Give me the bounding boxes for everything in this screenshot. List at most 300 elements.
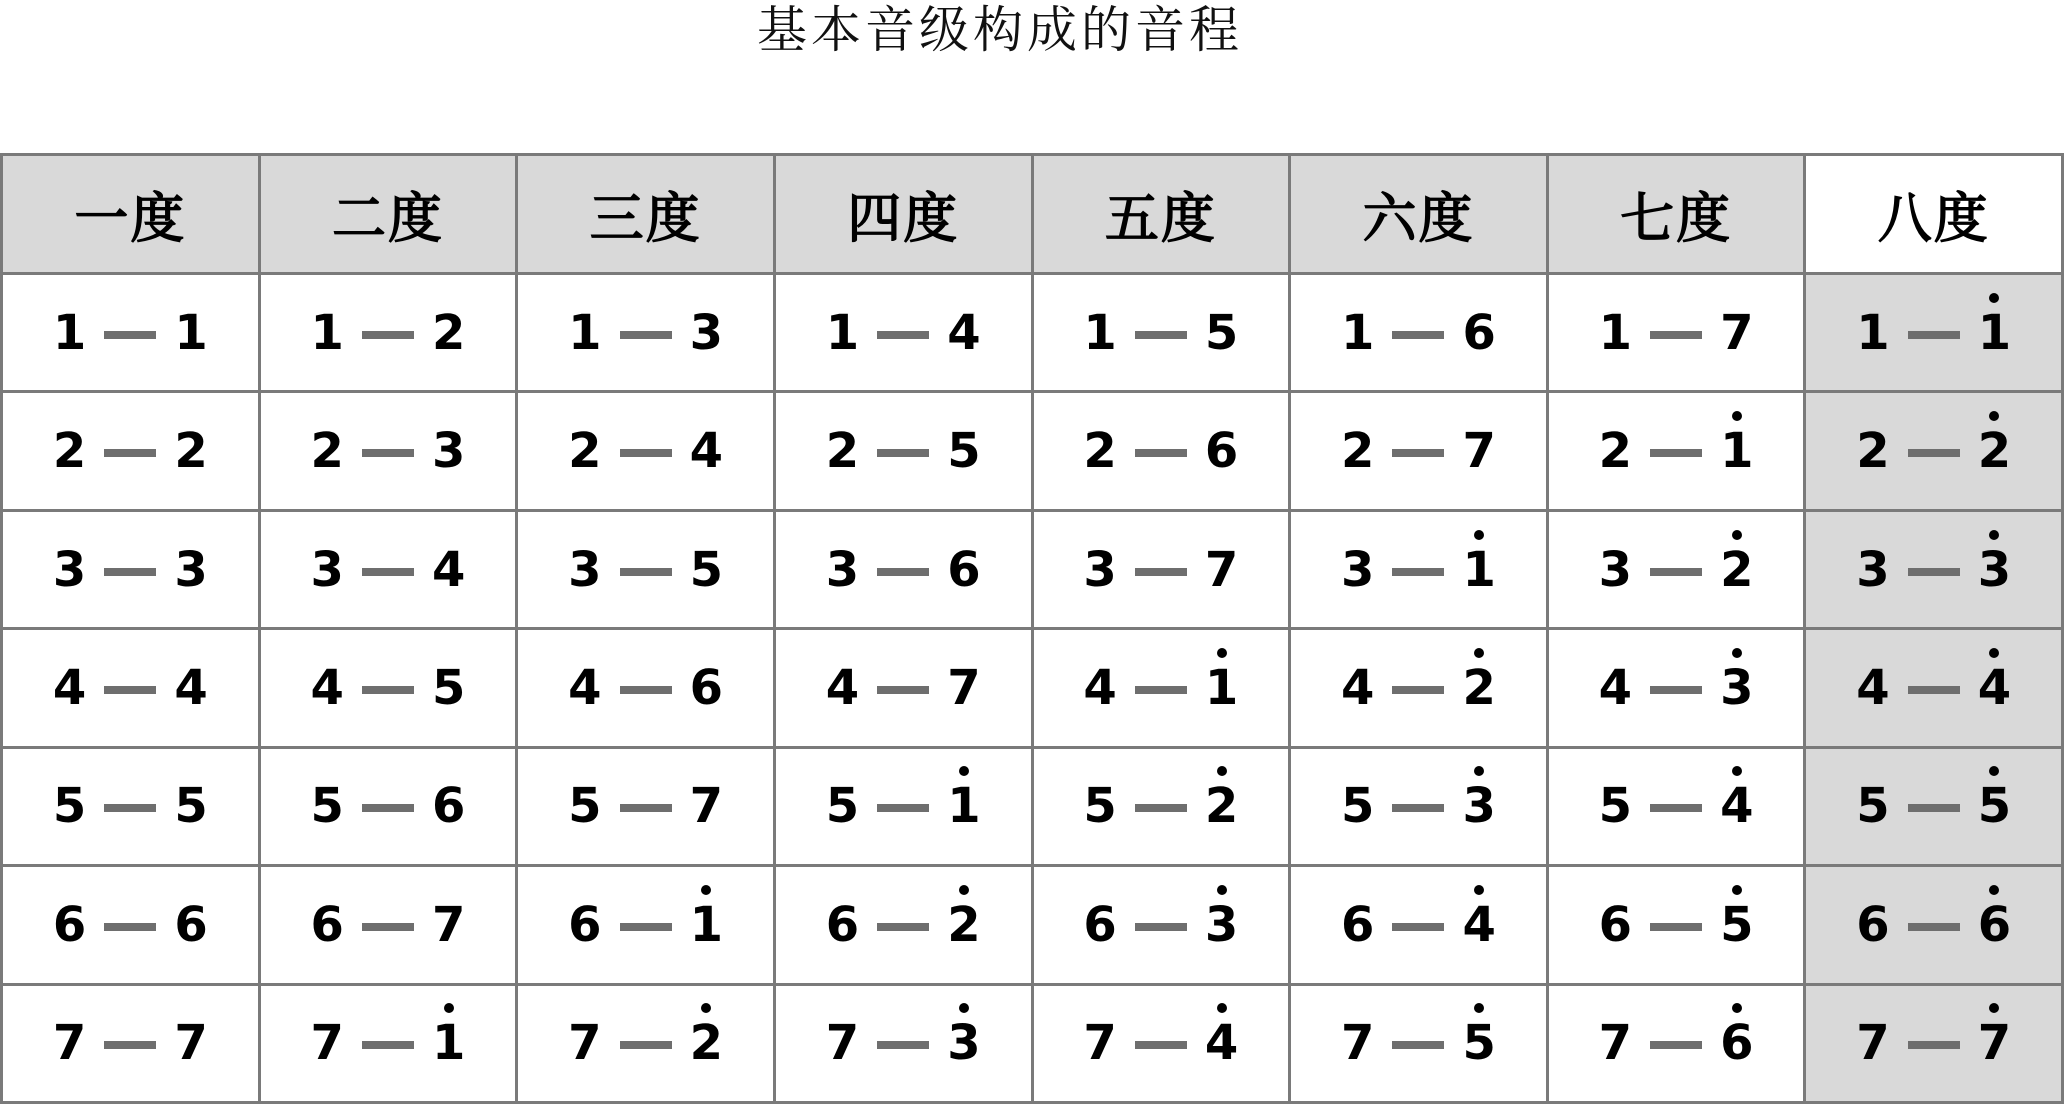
octave-dot-icon xyxy=(1732,885,1742,895)
interval-dash xyxy=(877,923,929,931)
interval-cell xyxy=(518,986,776,1104)
octave-dot-icon xyxy=(1217,1003,1227,1013)
upper-note: 5 xyxy=(431,659,466,716)
interval-cell xyxy=(776,393,1034,511)
upper-note: 3 xyxy=(431,423,466,480)
lower-note: 7 xyxy=(825,1015,860,1072)
interval-pair xyxy=(1083,896,1239,953)
interval-pair xyxy=(1341,659,1496,716)
interval-cell xyxy=(518,630,776,748)
lower-note: 2 xyxy=(825,423,860,480)
octave-dot-icon xyxy=(959,885,969,895)
lower-note: 3 xyxy=(825,541,860,598)
interval-pair xyxy=(52,659,208,716)
octave-dot-icon xyxy=(1217,766,1227,776)
interval-dash xyxy=(1392,331,1444,339)
upper-note: 3 xyxy=(1462,782,1495,830)
interval-pair xyxy=(1083,778,1239,835)
interval-cell xyxy=(776,275,1034,393)
lower-note: 5 xyxy=(310,778,344,835)
column-header: 六度 xyxy=(1291,156,1549,275)
lower-note: 6 xyxy=(825,896,860,953)
interval-pair xyxy=(568,659,723,716)
interval-cell xyxy=(1549,867,1807,985)
interval-pair xyxy=(1083,1015,1239,1072)
interval-pair xyxy=(1083,304,1239,361)
interval-cell xyxy=(518,867,776,985)
interval-pair xyxy=(1856,541,2012,598)
upper-note: 2 xyxy=(1978,427,2011,475)
interval-dash xyxy=(362,449,414,457)
upper-note: 7 xyxy=(1462,423,1496,480)
interval-pair xyxy=(1598,659,1754,716)
interval-pair xyxy=(825,659,981,716)
interval-cell xyxy=(3,630,261,748)
upper-note: 2 xyxy=(1205,782,1238,830)
interval-cell xyxy=(261,630,519,748)
lower-note: 2 xyxy=(1856,423,1890,480)
interval-dash xyxy=(104,686,156,694)
upper-note: 7 xyxy=(947,659,981,716)
upper-note: 2 xyxy=(431,304,466,361)
lower-note: 3 xyxy=(1856,541,1890,598)
interval-pair xyxy=(1856,778,2012,835)
upper-note: 2 xyxy=(1720,546,1753,594)
interval-pair xyxy=(1341,423,1496,480)
interval-pair xyxy=(1856,1015,2012,1072)
interval-dash xyxy=(104,804,156,812)
interval-dash xyxy=(1392,686,1444,694)
upper-note: 1 xyxy=(174,304,208,361)
upper-note: 2 xyxy=(947,901,980,949)
lower-note: 7 xyxy=(1856,1015,1890,1072)
interval-dash xyxy=(877,331,929,339)
interval-cell xyxy=(1549,986,1807,1104)
interval-dash xyxy=(1392,449,1444,457)
interval-pair xyxy=(310,423,466,480)
interval-pair xyxy=(825,304,981,361)
interval-pair xyxy=(310,896,466,953)
upper-note: 2 xyxy=(1462,664,1495,712)
lower-note: 3 xyxy=(1341,541,1375,598)
interval-cell xyxy=(518,275,776,393)
upper-note: 1 xyxy=(690,901,723,949)
upper-note: 1 xyxy=(1978,309,2011,357)
interval-dash xyxy=(1650,804,1702,812)
upper-note: 2 xyxy=(174,423,208,480)
octave-dot-icon xyxy=(1217,885,1227,895)
interval-cell xyxy=(261,393,519,511)
interval-dash xyxy=(620,568,672,576)
upper-note: 2 xyxy=(690,1019,723,1067)
interval-cell xyxy=(1291,986,1549,1104)
interval-cell xyxy=(1291,512,1549,630)
upper-note: 7 xyxy=(1720,304,1754,361)
interval-dash xyxy=(1908,923,1960,931)
interval-dash xyxy=(1392,568,1444,576)
interval-pair xyxy=(568,896,723,953)
interval-cell xyxy=(776,512,1034,630)
lower-note: 1 xyxy=(825,304,860,361)
octave-dot-icon xyxy=(959,1003,969,1013)
interval-pair xyxy=(568,778,723,835)
interval-cell xyxy=(1034,630,1292,748)
octave-dot-icon xyxy=(1474,766,1484,776)
lower-note: 6 xyxy=(568,896,602,953)
interval-dash xyxy=(1650,568,1702,576)
octave-dot-icon xyxy=(701,885,711,895)
upper-note: 5 xyxy=(947,423,981,480)
interval-cell xyxy=(1291,630,1549,748)
interval-cell xyxy=(3,749,261,867)
interval-pair xyxy=(825,778,981,835)
interval-cell xyxy=(1806,986,2064,1104)
page-title: 基本音级构成的音程 xyxy=(757,1,1243,59)
interval-dash xyxy=(620,923,672,931)
interval-dash xyxy=(1908,331,1960,339)
upper-note: 6 xyxy=(947,541,981,598)
upper-note: 3 xyxy=(1205,901,1238,949)
interval-dash xyxy=(1135,449,1187,457)
octave-dot-icon xyxy=(1217,648,1227,658)
upper-note: 4 xyxy=(689,423,723,480)
lower-note: 5 xyxy=(568,778,602,835)
lower-note: 4 xyxy=(1598,659,1633,716)
octave-dot-icon xyxy=(959,766,969,776)
interval-cell xyxy=(1034,393,1292,511)
interval-cell xyxy=(261,986,519,1104)
interval-dash xyxy=(1135,1041,1187,1049)
interval-pair xyxy=(1598,423,1754,480)
interval-dash xyxy=(362,923,414,931)
interval-dash xyxy=(877,1041,929,1049)
interval-cell xyxy=(776,630,1034,748)
interval-cell xyxy=(261,867,519,985)
lower-note: 1 xyxy=(310,304,344,361)
interval-pair xyxy=(1341,304,1496,361)
interval-cell xyxy=(1291,749,1549,867)
octave-dot-icon xyxy=(1732,1003,1742,1013)
upper-note: 6 xyxy=(431,778,466,835)
interval-pair xyxy=(1856,659,2012,716)
column-header: 二度 xyxy=(261,156,519,275)
lower-note: 2 xyxy=(52,423,87,480)
octave-dot-icon xyxy=(1474,648,1484,658)
upper-note: 1 xyxy=(432,1019,465,1067)
column-header: 四度 xyxy=(776,156,1034,275)
interval-cell xyxy=(518,749,776,867)
interval-cell xyxy=(1806,630,2064,748)
lower-note: 5 xyxy=(825,778,860,835)
interval-dash xyxy=(620,804,672,812)
interval-pair xyxy=(310,778,466,835)
interval-dash xyxy=(620,331,672,339)
interval-dash xyxy=(1135,331,1187,339)
interval-pair xyxy=(1598,1015,1754,1072)
lower-note: 5 xyxy=(1083,778,1117,835)
interval-dash xyxy=(1650,331,1702,339)
upper-note: 4 xyxy=(1205,1019,1238,1067)
lower-note: 1 xyxy=(1598,304,1633,361)
interval-pair xyxy=(310,304,466,361)
interval-dash xyxy=(877,686,929,694)
interval-pair xyxy=(1856,304,2012,361)
interval-cell xyxy=(1034,512,1292,630)
lower-note: 2 xyxy=(310,423,344,480)
octave-dot-icon xyxy=(1474,1003,1484,1013)
column-header: 七度 xyxy=(1549,156,1807,275)
interval-dash xyxy=(362,1041,414,1049)
lower-note: 4 xyxy=(825,659,860,716)
octave-dot-icon xyxy=(1732,766,1742,776)
interval-cell xyxy=(1806,393,2064,511)
upper-note: 5 xyxy=(174,778,208,835)
upper-note: 4 xyxy=(1978,664,2011,712)
column-header: 五度 xyxy=(1034,156,1292,275)
octave-dot-icon xyxy=(444,1003,454,1013)
interval-cell xyxy=(518,393,776,511)
lower-note: 6 xyxy=(1341,896,1375,953)
octave-dot-icon xyxy=(1989,648,1999,658)
interval-cell xyxy=(1291,393,1549,511)
lower-note: 6 xyxy=(310,896,344,953)
interval-pair xyxy=(568,1015,723,1072)
lower-note: 7 xyxy=(310,1015,344,1072)
interval-dash xyxy=(104,568,156,576)
upper-note: 4 xyxy=(947,304,981,361)
interval-pair xyxy=(310,659,466,716)
interval-dash xyxy=(1135,923,1187,931)
interval-pair xyxy=(1856,423,2012,480)
interval-dash xyxy=(877,804,929,812)
interval-pair xyxy=(825,896,981,953)
lower-note: 1 xyxy=(1856,304,1890,361)
lower-note: 6 xyxy=(52,896,87,953)
lower-note: 2 xyxy=(568,423,602,480)
lower-note: 3 xyxy=(1083,541,1117,598)
interval-dash xyxy=(1392,804,1444,812)
lower-note: 4 xyxy=(1083,659,1117,716)
interval-cell xyxy=(3,512,261,630)
upper-note: 5 xyxy=(689,541,723,598)
upper-note: 4 xyxy=(431,541,466,598)
interval-cell xyxy=(3,275,261,393)
interval-pair xyxy=(568,304,723,361)
interval-cell xyxy=(1034,275,1292,393)
interval-cell xyxy=(1806,867,2064,985)
interval-cell xyxy=(776,867,1034,985)
interval-cell xyxy=(1549,749,1807,867)
interval-dash xyxy=(1650,1041,1702,1049)
lower-note: 3 xyxy=(1598,541,1633,598)
upper-note: 7 xyxy=(1978,1019,2011,1067)
interval-cell xyxy=(1034,986,1292,1104)
interval-pair xyxy=(1341,778,1496,835)
interval-cell xyxy=(1291,867,1549,985)
lower-note: 1 xyxy=(568,304,602,361)
interval-pair xyxy=(568,541,723,598)
interval-cell xyxy=(261,512,519,630)
upper-note: 1 xyxy=(1205,664,1238,712)
lower-note: 4 xyxy=(310,659,344,716)
interval-pair xyxy=(1341,896,1496,953)
interval-dash xyxy=(362,568,414,576)
lower-note: 5 xyxy=(52,778,87,835)
interval-dash xyxy=(104,449,156,457)
interval-pair xyxy=(52,541,208,598)
upper-note: 5 xyxy=(1462,1019,1495,1067)
lower-note: 4 xyxy=(1856,659,1890,716)
interval-dash xyxy=(362,331,414,339)
interval-pair xyxy=(1856,896,2012,953)
upper-note: 3 xyxy=(174,541,208,598)
interval-cell xyxy=(1549,275,1807,393)
lower-note: 5 xyxy=(1598,778,1633,835)
lower-note: 7 xyxy=(1083,1015,1117,1072)
lower-note: 7 xyxy=(1341,1015,1375,1072)
interval-cell xyxy=(1034,867,1292,985)
interval-pair xyxy=(1598,896,1754,953)
octave-dot-icon xyxy=(1732,648,1742,658)
interval-dash xyxy=(1650,449,1702,457)
upper-note: 7 xyxy=(174,1015,208,1072)
interval-dash xyxy=(620,449,672,457)
interval-pair xyxy=(1341,1015,1496,1072)
interval-dash xyxy=(1908,449,1960,457)
lower-note: 2 xyxy=(1598,423,1633,480)
interval-pair xyxy=(310,1015,466,1072)
interval-pair xyxy=(1598,541,1754,598)
upper-note: 5 xyxy=(1204,304,1239,361)
interval-pair xyxy=(1341,541,1496,598)
upper-note: 5 xyxy=(1720,901,1753,949)
upper-note: 6 xyxy=(1720,1019,1753,1067)
interval-dash xyxy=(1135,568,1187,576)
interval-cell xyxy=(1806,749,2064,867)
interval-pair xyxy=(825,423,981,480)
interval-pair xyxy=(52,896,208,953)
upper-note: 5 xyxy=(1978,782,2011,830)
interval-dash xyxy=(362,804,414,812)
interval-dash xyxy=(104,331,156,339)
lower-note: 3 xyxy=(52,541,87,598)
interval-cell xyxy=(1291,275,1549,393)
octave-dot-icon xyxy=(1732,411,1742,421)
interval-cell xyxy=(1549,630,1807,748)
lower-note: 3 xyxy=(568,541,602,598)
interval-table xyxy=(0,153,2064,1104)
upper-note: 6 xyxy=(174,896,208,953)
interval-cell xyxy=(1034,749,1292,867)
interval-pair xyxy=(1083,659,1239,716)
interval-dash xyxy=(1908,568,1960,576)
interval-cell xyxy=(1806,512,2064,630)
upper-note: 3 xyxy=(1978,546,2011,594)
lower-note: 7 xyxy=(52,1015,87,1072)
interval-cell xyxy=(518,512,776,630)
octave-dot-icon xyxy=(1989,530,1999,540)
lower-note: 2 xyxy=(1341,423,1375,480)
upper-note: 4 xyxy=(1462,901,1495,949)
interval-dash xyxy=(362,686,414,694)
upper-note: 6 xyxy=(1978,901,2011,949)
interval-cell xyxy=(776,986,1034,1104)
lower-note: 1 xyxy=(52,304,87,361)
octave-dot-icon xyxy=(1474,885,1484,895)
lower-note: 4 xyxy=(568,659,602,716)
interval-pair xyxy=(825,541,981,598)
upper-note: 1 xyxy=(947,782,980,830)
upper-note: 7 xyxy=(431,896,466,953)
upper-note: 1 xyxy=(1720,427,1753,475)
lower-note: 2 xyxy=(1083,423,1117,480)
upper-note: 6 xyxy=(1462,304,1496,361)
upper-note: 6 xyxy=(1204,423,1239,480)
interval-pair xyxy=(825,1015,981,1072)
interval-dash xyxy=(104,923,156,931)
lower-note: 6 xyxy=(1856,896,1890,953)
octave-dot-icon xyxy=(1989,1003,1999,1013)
interval-dash xyxy=(877,568,929,576)
octave-dot-icon xyxy=(1732,530,1742,540)
octave-dot-icon xyxy=(701,1003,711,1013)
lower-note: 1 xyxy=(1341,304,1375,361)
column-header: 三度 xyxy=(518,156,776,275)
lower-note: 5 xyxy=(1341,778,1375,835)
interval-pair xyxy=(52,423,208,480)
interval-pair xyxy=(52,304,208,361)
interval-cell xyxy=(261,275,519,393)
interval-dash xyxy=(1135,804,1187,812)
column-header: 八度 xyxy=(1806,156,2064,275)
upper-note: 3 xyxy=(947,1019,980,1067)
lower-note: 5 xyxy=(1856,778,1890,835)
lower-note: 3 xyxy=(310,541,344,598)
lower-note: 4 xyxy=(52,659,87,716)
interval-dash xyxy=(1650,923,1702,931)
octave-dot-icon xyxy=(1989,885,1999,895)
interval-cell xyxy=(261,749,519,867)
octave-dot-icon xyxy=(1989,766,1999,776)
lower-note: 7 xyxy=(1598,1015,1633,1072)
interval-dash xyxy=(620,686,672,694)
interval-cell xyxy=(3,986,261,1104)
interval-pair xyxy=(1598,778,1754,835)
interval-dash xyxy=(620,1041,672,1049)
upper-note: 4 xyxy=(174,659,208,716)
interval-cell xyxy=(776,749,1034,867)
upper-note: 1 xyxy=(1462,546,1495,594)
interval-pair xyxy=(52,778,208,835)
interval-dash xyxy=(1392,923,1444,931)
upper-note: 7 xyxy=(689,778,723,835)
interval-cell xyxy=(1806,275,2064,393)
upper-note: 7 xyxy=(1204,541,1239,598)
column-header: 一度 xyxy=(3,156,261,275)
interval-dash xyxy=(104,1041,156,1049)
interval-dash xyxy=(877,449,929,457)
interval-pair xyxy=(1598,304,1754,361)
lower-note: 7 xyxy=(568,1015,602,1072)
upper-note: 6 xyxy=(689,659,723,716)
interval-cell xyxy=(3,867,261,985)
upper-note: 3 xyxy=(689,304,723,361)
interval-pair xyxy=(1083,541,1239,598)
octave-dot-icon xyxy=(1474,530,1484,540)
lower-note: 4 xyxy=(1341,659,1375,716)
upper-note: 3 xyxy=(1720,664,1753,712)
interval-dash xyxy=(1135,686,1187,694)
